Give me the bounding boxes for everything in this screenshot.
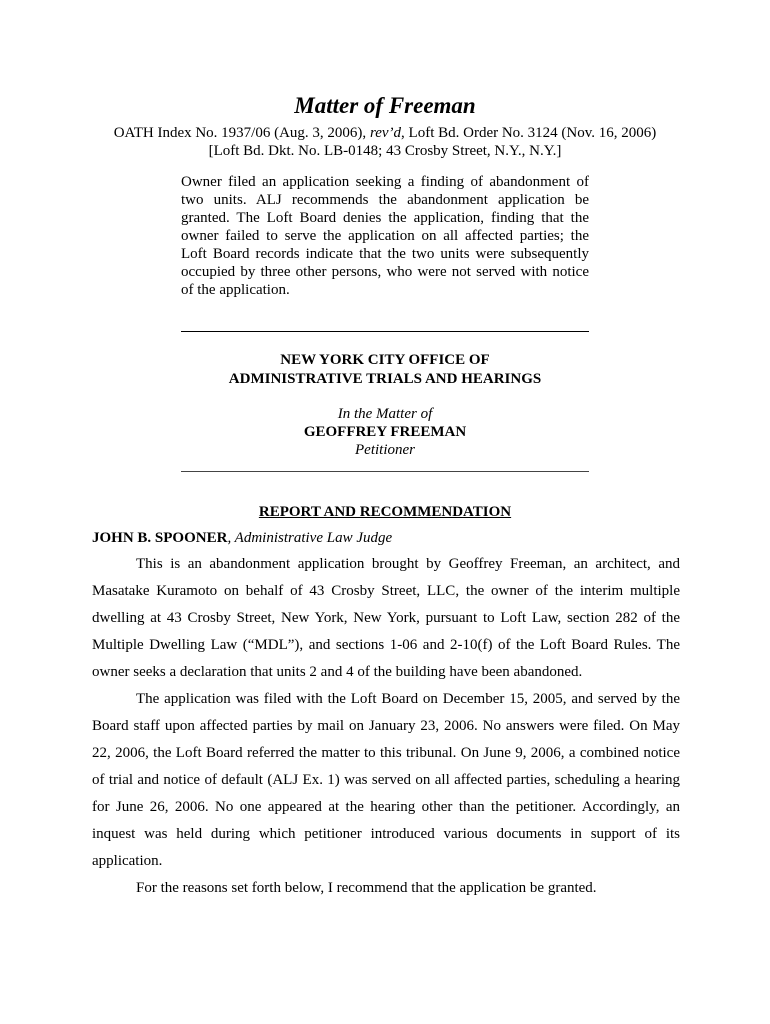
body-line: of trial and notice of default (ALJ Ex. 1) was served on all affected parties, scheduling a hearing	[92, 772, 680, 788]
body-line: For the reasons set forth below, I recommend that the application be granted.	[136, 880, 597, 896]
summary-line: of the application.	[181, 282, 290, 298]
report-heading	[0, 502, 770, 522]
summary-line: granted. The Loft Board denies the application, finding that the	[181, 210, 589, 226]
citation-line-2: [Loft Bd. Dkt. No. LB-0148; 43 Crosby Street, N.Y., N.Y.]	[208, 143, 562, 159]
body-line: inquest was held during which petitioner introduced various documents in support of its	[92, 826, 680, 842]
summary-line: Loft Board records indicate that the two units were subsequently	[181, 246, 589, 262]
body-line: for June 26, 2006. No one appeared at the hearing other than the petitioner. Accordingly, an	[92, 799, 680, 815]
party-name: GEOFFREY FREEMAN	[303, 424, 467, 440]
body-line: Masatake Kuramoto on behalf of 43 Crosby Street, LLC, the owner of the interim multiple	[92, 583, 680, 599]
party-role: Petitioner	[355, 442, 415, 458]
in-the-matter-of: In the Matter of	[337, 406, 433, 422]
summary-line: two units. ALJ recommends the abandonment application be	[181, 192, 589, 208]
summary-line: occupied by three other persons, who were not served with notice	[181, 264, 589, 280]
judge-line	[92, 528, 392, 548]
divider-rule	[181, 331, 589, 332]
citation-text-a: OATH Index No. 1937/06 (Aug. 3, 2006),	[113, 125, 370, 141]
document-title: Matter of Freeman	[294, 93, 476, 118]
body-line: Multiple Dwelling Law (“MDL”), and sections 1-06 and 2-10(f) of the Loft Board Rules. The	[92, 637, 680, 653]
summary-line: owner failed to serve the application on all affected parties; the	[181, 228, 589, 244]
body-line: application.	[92, 853, 163, 869]
case-summary	[181, 173, 589, 299]
body-line: owner seeks a declaration that units 2 and 4 of the building have been abandoned.	[92, 664, 583, 680]
citation-line-1	[0, 123, 770, 143]
body-line: The application was filed with the Loft Board on December 15, 2005, and served by the	[136, 691, 680, 707]
judge-title: , Administrative Law Judge	[227, 530, 393, 546]
report-heading-text: REPORT AND RECOMMENDATION	[258, 504, 512, 520]
body-line: This is an abandonment application brought by Geoffrey Freeman, an architect, and	[136, 556, 680, 572]
citation-text-c: , Loft Bd. Order No. 3124 (Nov. 16, 2006)	[401, 125, 657, 141]
caption-divider-rule	[181, 471, 589, 472]
citation-revd: rev’d	[369, 125, 402, 141]
office-name-line-1: NEW YORK CITY OFFICE OF	[280, 352, 490, 368]
office-name-line-2: ADMINISTRATIVE TRIALS AND HEARINGS	[228, 371, 542, 387]
judge-name: JOHN B. SPOONER	[92, 530, 228, 546]
report-body	[92, 554, 680, 905]
summary-line: Owner filed an application seeking a finding of abandonment of	[181, 174, 589, 190]
body-line: 22, 2006, the Loft Board referred the matter to this tribunal. On June 9, 2006, a combined notice	[92, 745, 680, 761]
body-line: Board staff upon affected parties by mail on January 23, 2006. No answers were filed. On May	[92, 718, 680, 734]
body-line: dwelling at 43 Crosby Street, New York, New York, pursuant to Loft Law, section 282 of the	[92, 610, 680, 626]
